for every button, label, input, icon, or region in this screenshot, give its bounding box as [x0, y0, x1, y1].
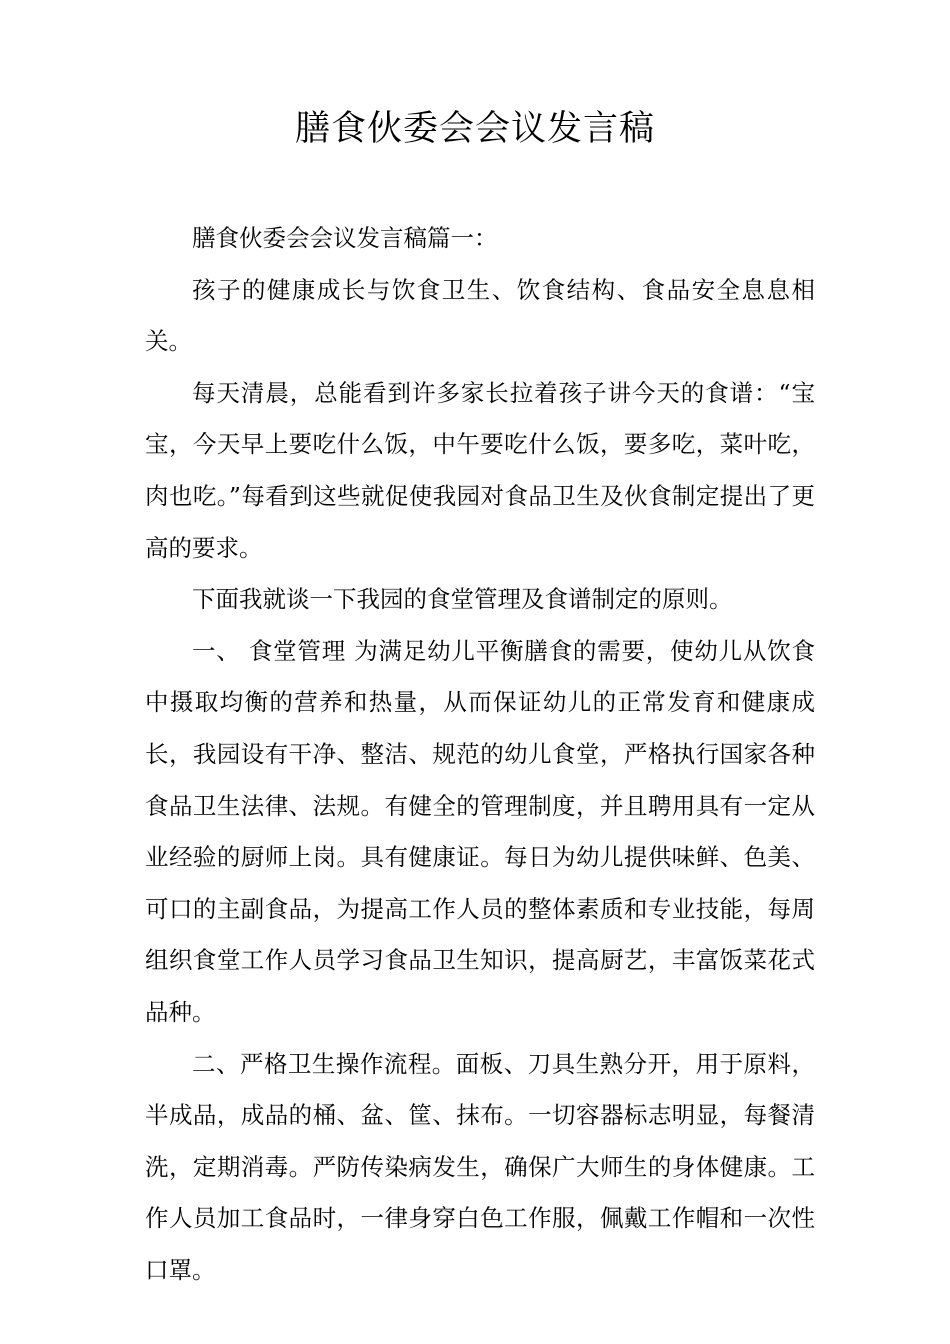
- paragraph-canteen-management: 一、 食堂管理 为满足幼儿平衡膳食的需要，使幼儿从饮食中摄取均衡的营养和热量，从而保证幼儿的正常发育和健康成长，我园设有干净、整洁、规范的幼儿食堂，严格执行国家各种食品卫生法律、法规。有健全的管理制度，并且聘用具有一定从业经验的厨师上岗。具有健康证。每日为幼儿提供味鲜、色美、可口的主副食品，为提高工作人员的整体素质和专业技能，每周组织食堂工作人员学习食品卫生知识，提高厨艺，丰富饭菜花式品种。: [145, 636, 815, 1026]
- paragraph-principles: 下面我就谈一下我园的食堂管理及食谱制定的原则。: [192, 585, 733, 614]
- paragraph-hygiene-process: 二、严格卫生操作流程。面板、刀具生熟分开，用于原料，半成品，成品的桶、盆、筐、抹布。一切容器标志明显，每餐清洗，定期消毒。严防传染病发生，确保广大师生的身体健康。工作人员加工食品时，一律身穿白色工作服，佩戴工作帽和一次性口罩。: [145, 1049, 815, 1284]
- paragraph-parents-recipe: 每天清晨，总能看到许多家长拉着孩子讲今天的食谱：“宝宝，今天早上要吃什么饭，中午要吃什么饭，要多吃，菜叶吃，肉也吃。”每看到这些就促使我园对食品卫生及伙食制定提出了更高的要求。: [145, 378, 815, 562]
- paragraph-subtitle: 膳食伙委会会议发言稿篇一：: [192, 224, 498, 252]
- paragraph-intro: 孩子的健康成长与饮食卫生、饮食结构、食品安全息息相关。: [145, 275, 815, 356]
- document-body: [145, 213, 815, 1296]
- document-title: 膳食伙委会会议发言稿: [294, 109, 655, 149]
